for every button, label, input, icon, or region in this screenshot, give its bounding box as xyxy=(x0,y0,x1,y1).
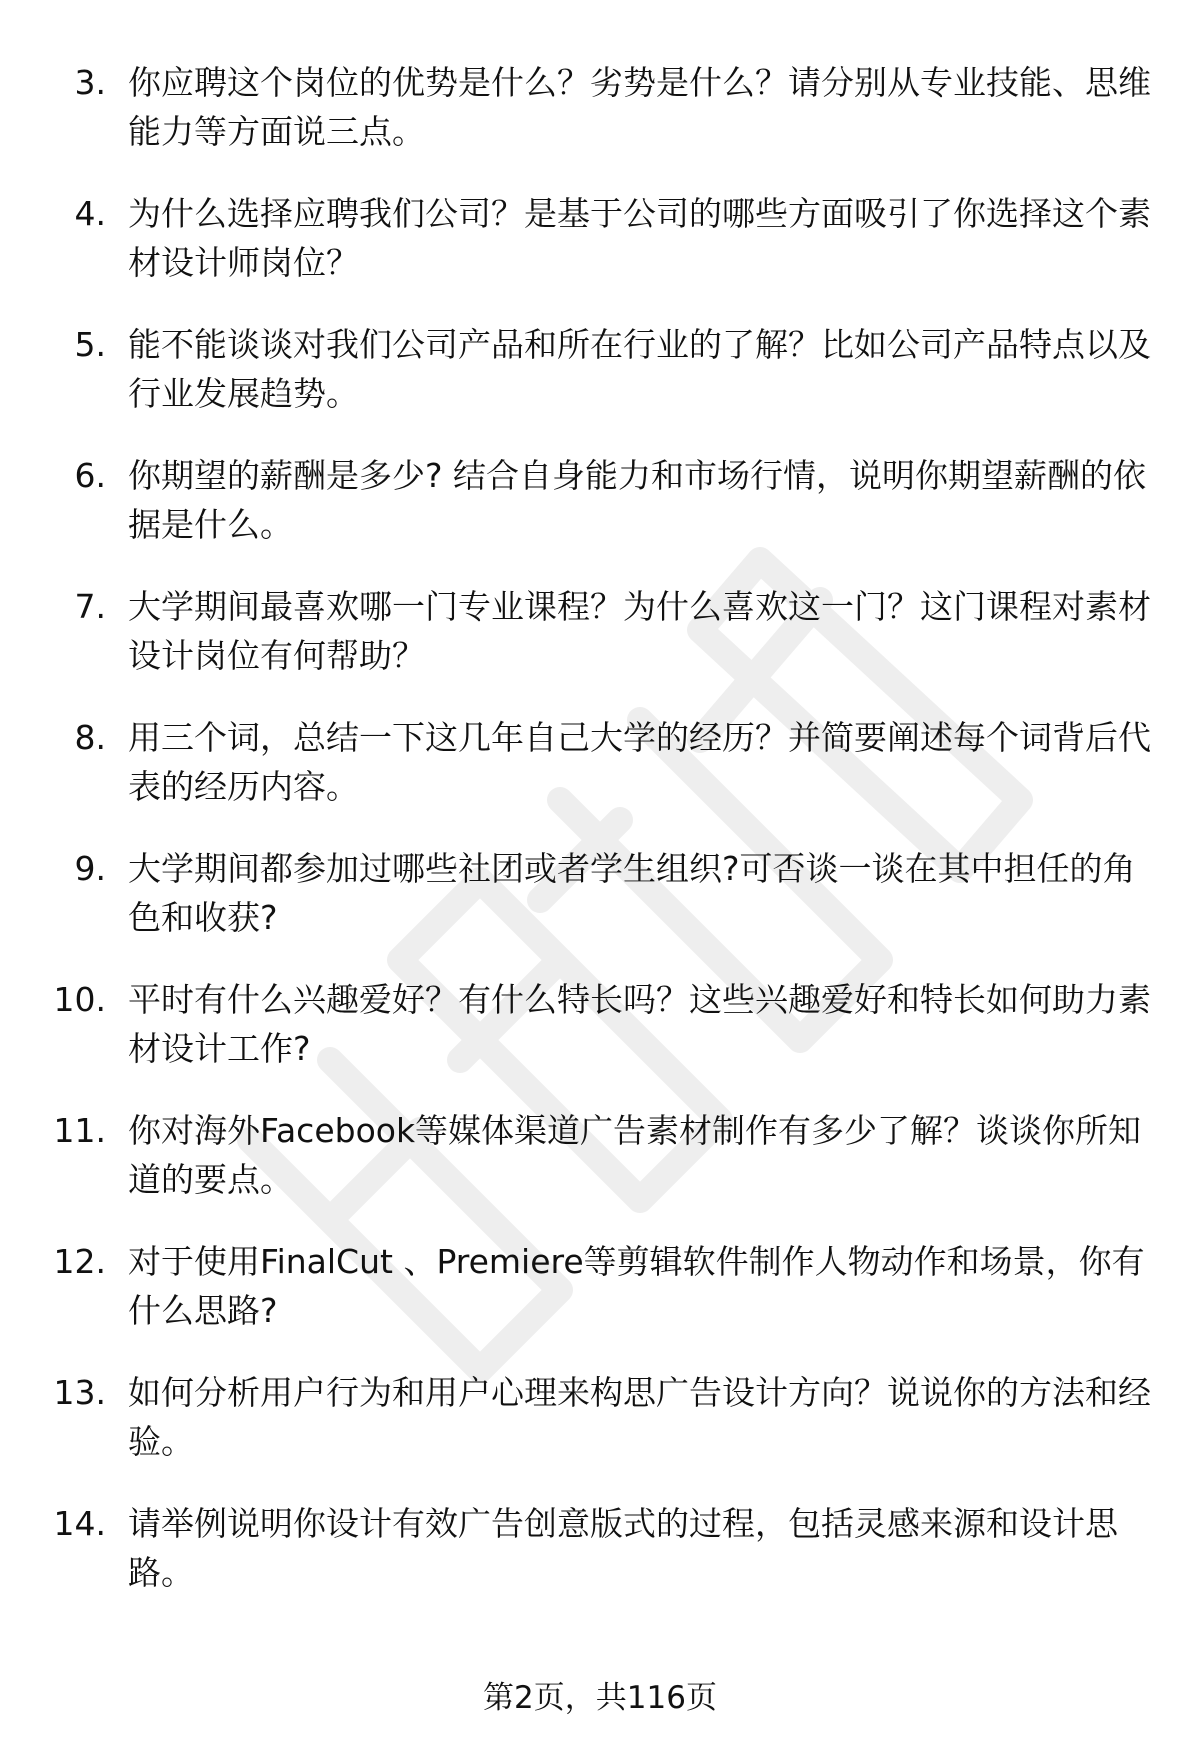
question-number: 14. xyxy=(53,1504,106,1543)
question-item xyxy=(0,844,1200,975)
question-text: 对于使用FinalCut 、Premiere等剪辑软件制作人物动作和场景，你有什么思路? xyxy=(128,1242,1145,1330)
question-item xyxy=(0,713,1200,844)
question-number: 5. xyxy=(74,325,106,364)
question-text: 请举例说明你设计有效广告创意版式的过程，包括灵感来源和设计思路。 xyxy=(128,1504,1118,1592)
question-number: 6. xyxy=(74,456,106,495)
question-item xyxy=(0,1499,1200,1630)
question-text: 大学期间最喜欢哪一门专业课程？为什么喜欢这一门？这门课程对素材设计岗位有何帮助？ xyxy=(128,587,1151,675)
question-text: 平时有什么兴趣爱好？有什么特长吗？这些兴趣爱好和特长如何助力素材设计工作? xyxy=(128,980,1151,1068)
question-text: 你对海外Facebook等媒体渠道广告素材制作有多少了解？谈谈你所知道的要点。 xyxy=(128,1111,1142,1199)
question-item xyxy=(0,1237,1200,1368)
question-item xyxy=(0,451,1200,582)
question-item xyxy=(0,975,1200,1106)
question-text: 大学期间都参加过哪些社团或者学生组织?可否谈一谈在其中担任的角色和收获? xyxy=(128,849,1136,937)
question-number: 3. xyxy=(74,63,106,102)
question-text: 用三个词，总结一下这几年自己大学的经历？并简要阐述每个词背后代表的经历内容。 xyxy=(128,718,1151,806)
question-number: 8. xyxy=(74,718,106,757)
question-item xyxy=(0,320,1200,451)
page-footer: 第2页，共116页 xyxy=(483,1680,717,1716)
question-number: 4. xyxy=(74,194,106,233)
question-item xyxy=(0,582,1200,713)
question-text: 你期望的薪酬是多少? 结合自身能力和市场行情，说明你期望薪酬的依据是什么。 xyxy=(128,456,1147,544)
question-text: 能不能谈谈对我们公司产品和所在行业的了解？比如公司产品特点以及行业发展趋势。 xyxy=(128,325,1151,413)
question-number: 12. xyxy=(53,1242,106,1281)
question-number: 13. xyxy=(53,1373,106,1412)
question-list xyxy=(0,58,1200,1630)
question-item xyxy=(0,1368,1200,1499)
question-text: 如何分析用户行为和用户心理来构思广告设计方向？说说你的方法和经验。 xyxy=(128,1373,1151,1461)
question-number: 11. xyxy=(53,1111,106,1150)
question-item xyxy=(0,189,1200,320)
question-number: 9. xyxy=(74,849,106,888)
question-item xyxy=(0,1106,1200,1237)
question-number: 7. xyxy=(74,587,106,626)
question-text: 为什么选择应聘我们公司？是基于公司的哪些方面吸引了你选择这个素材设计师岗位？ xyxy=(128,194,1151,282)
question-text: 你应聘这个岗位的优势是什么？劣势是什么？请分别从专业技能、思维能力等方面说三点。 xyxy=(128,63,1151,151)
question-item xyxy=(0,58,1200,189)
question-number: 10. xyxy=(53,980,106,1019)
